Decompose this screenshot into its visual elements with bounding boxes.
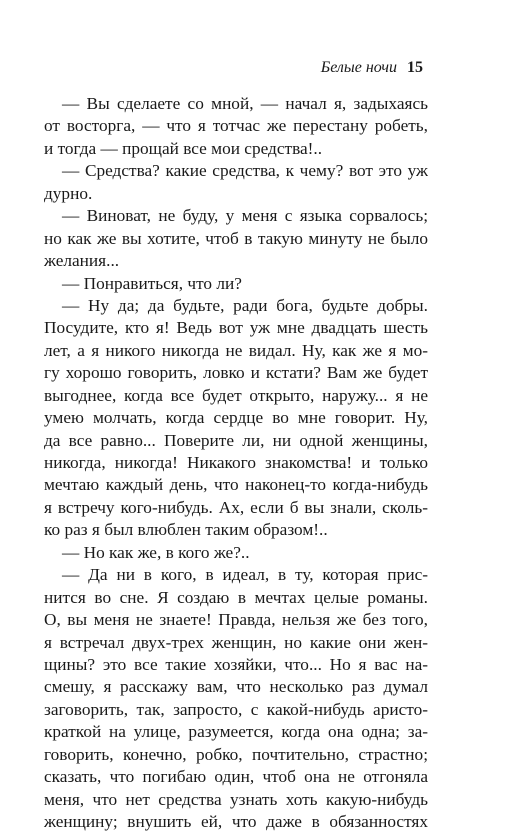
- text-line: и тогда — прощай все мои средства!..: [44, 138, 323, 158]
- text-line: — Ну да; да будьте, ради бога, будьте добры.: [62, 295, 428, 315]
- text-line: никогда, никогда! Никакого знакомства! и только: [44, 453, 428, 472]
- text-line: да все равно... Поверите ли, ни одной женщины,: [44, 430, 428, 450]
- text-line: говорить, конечно, робко, почтительно, страстно;: [44, 744, 428, 764]
- text-line: но как же вы хотите, чтоб в такую минуту не было: [44, 228, 428, 248]
- text-line: женщину; внушить ей, что даже в обязанностях: [44, 812, 428, 831]
- text-line: сказать, что погибаю один, чтоб она не отгоняла: [44, 767, 428, 787]
- text-line: мечтаю каждый день, что наконец-то когда-нибудь: [44, 475, 428, 495]
- text-line: — Виноват, не буду, у меня с языка сорвалось;: [62, 206, 428, 226]
- text-line: Посудите, кто я! Ведь вот уж мне двадцать шесть: [44, 318, 428, 338]
- text-line: я встречал двух-трех женщин, но какие они жен-: [44, 632, 428, 652]
- text-line: ко раз я был влюблен таким образом!..: [44, 520, 328, 540]
- body-text: [44, 93, 428, 833]
- text-line: заговорить, так, запросто, с какой-нибудь аристо-: [44, 699, 428, 719]
- text-line: меня, что нет средства узнать хоть какую-нибудь: [44, 789, 428, 809]
- text-line: от восторга, — что я тотчас же перестану робеть,: [44, 116, 428, 136]
- text-line: краткой на улице, разумеется, когда она одна; за-: [44, 722, 428, 742]
- text-line: — Понравиться, что ли?: [62, 273, 242, 293]
- text-line: — Но как же, в кого же?..: [62, 542, 250, 562]
- page-number: 15: [407, 59, 423, 76]
- text-line: О, вы меня не знаете! Правда, нельзя же без того,: [44, 610, 428, 630]
- text-line: — Средства? какие средства, к чему? вот это уж: [62, 161, 428, 181]
- text-line: щины? это все такие хозяйки, что... Но я вас на-: [44, 654, 428, 674]
- text-line: нится во сне. Я создаю в мечтах целые романы.: [44, 587, 428, 607]
- text-line: гу хорошо говорить, ловко и кстати? Вам же будет: [44, 363, 428, 383]
- text-line: желания...: [44, 251, 120, 271]
- text-line: — Вы сделаете со мной, — начал я, задыхаясь: [62, 94, 428, 113]
- running-head: [321, 58, 423, 78]
- text-line: выгоднее, когда все будет открыто, наружу... я не: [44, 385, 428, 405]
- text-line: умею молчать, когда сердце во мне говорит. Ну,: [44, 408, 428, 428]
- text-line: смешу, я расскажу вам, что несколько раз думал: [44, 677, 428, 697]
- text-line: лет, а я никого никогда не видал. Ну, как же я мо-: [44, 340, 428, 360]
- text-line: я встречу кого-нибудь. Ах, если б вы знали, сколь-: [44, 497, 428, 517]
- running-head-title: Белые ночи: [320, 59, 397, 76]
- text-line: дурно.: [44, 183, 93, 203]
- text-line: — Да ни в кого, в идеал, в ту, которая прис-: [62, 565, 428, 585]
